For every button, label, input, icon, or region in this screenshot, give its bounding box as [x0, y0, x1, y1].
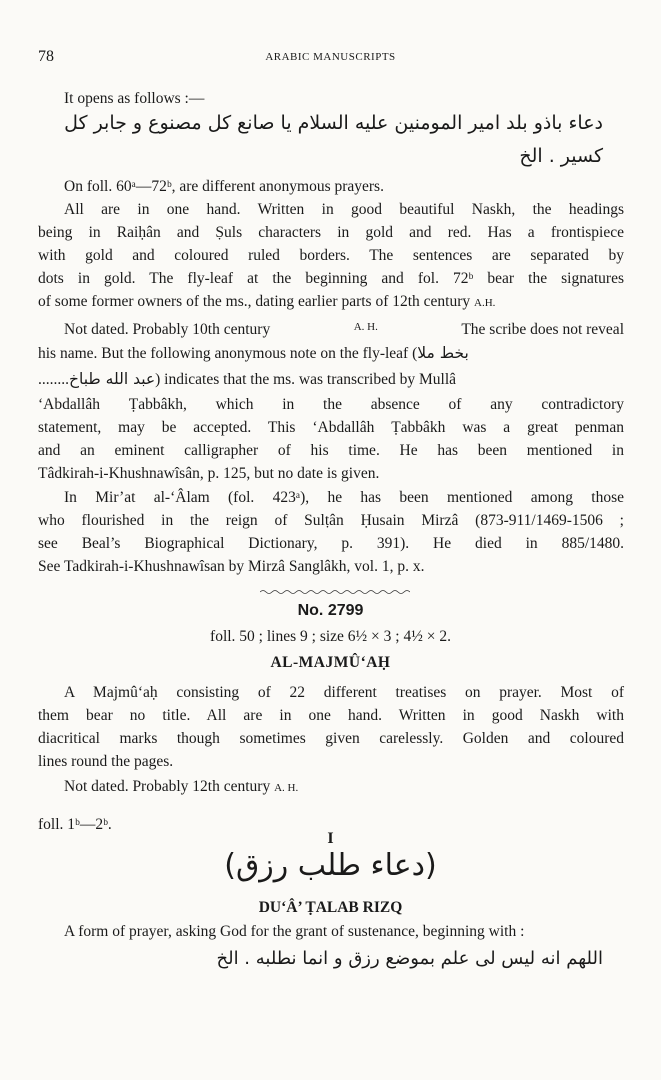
catalogue-number: No. 2799: [297, 602, 364, 619]
reference-line: see Beal’s Biographical Dictionary, p. 391). He died in 885/1480.: [38, 535, 624, 552]
entry-title: AL-MAJMÛ‘AḤ: [270, 654, 391, 671]
description-line: dots in gold. The fly-leaf at the beginning and fol. 72ᵇ bear the signatures: [38, 270, 624, 287]
note-text: his name. But the following anonymous note on the fly-leaf (: [38, 345, 418, 362]
dating-text-rest: The scribe does not reveal: [461, 321, 624, 338]
arabic-opening-line-2: كسير . الخ: [519, 145, 603, 167]
collation: foll. 50 ; lines 9 ; size 6½ × 3 ; 4½ × 2.: [210, 628, 451, 645]
reference-line: In Mir’at al-‘Âlam (fol. 423ᵃ), he has been mentioned among those: [64, 489, 624, 506]
section-description: A form of prayer, asking God for the grant of sustenance, beginning with :: [64, 923, 525, 940]
note-arabic: بخط ملا: [417, 344, 469, 362]
page-number: 78: [38, 48, 54, 65]
era-abbrev: A. H.: [274, 782, 299, 794]
section-arabic-title: (دعاء طلب رزق): [224, 848, 437, 883]
description-line: [38, 293, 495, 311]
section-title: DU‘Â’ ṬALAB RIZQ: [258, 899, 403, 916]
era-abbrev: A. H.: [353, 321, 378, 333]
section-arabic-incipit: اللهم انه ليس لى علم بموضع رزق و انما نطلبه . الخ: [216, 948, 603, 969]
entry-dating: [64, 778, 298, 796]
folio-range: foll. 1ᵇ—2ᵇ.: [38, 816, 112, 833]
section-divider: [260, 589, 410, 595]
dating-line: [64, 321, 624, 339]
dating-text: Not dated. Probably 10th century: [64, 321, 271, 338]
entry-dating-text: Not dated. Probably 12th century: [64, 778, 271, 795]
note-line: [38, 344, 469, 363]
note-text: ) indicates that the ms. was transcribed by Mullâ: [155, 371, 457, 388]
era-abbrev: A.H.: [474, 297, 496, 309]
paragraph-foll: On foll. 60ᵃ—72ᵇ, are different anonymous prayers.: [64, 178, 384, 195]
description-line: All are in one hand. Written in good beautiful Naskh, the headings: [64, 201, 624, 218]
section-numeral: I: [327, 830, 334, 847]
note-arabic: عبد الله طباخ: [69, 370, 156, 388]
note-line: ‘Abdallâh Ṭabbâkh, which in the absence of any contradictory: [38, 396, 624, 413]
note-line: statement, may be accepted. This ‘Abdallâh Ṭabbâkh was a great penman: [38, 419, 624, 436]
opening-intro: It opens as follows :—: [64, 90, 205, 107]
entry-description-line: A Majmû‘aḥ consisting of 22 different treatises on prayer. Most of: [64, 684, 624, 701]
reference-line: See Tadkirah-i-Khushnawîsan by Mirzâ Sanglâkh, vol. 1, p. x.: [38, 558, 425, 575]
note-line: and an eminent calligrapher of his time. He has been mentioned in: [38, 442, 624, 459]
note-line: Tâdkirah-i-Khushnawîsân, p. 125, but no date is given.: [38, 465, 380, 482]
running-title: ARABIC MANUSCRIPTS: [265, 51, 396, 63]
description-line-text: of some former owners of the ms., dating earlier parts of 12th century: [38, 293, 471, 310]
description-line: with gold and coloured ruled borders. The sentences are separated by: [38, 247, 624, 264]
entry-description-line: diacritical marks though sometimes given carelessly. Golden and coloured: [38, 730, 624, 747]
entry-description-line: lines round the pages.: [38, 753, 174, 770]
arabic-opening-line-1: دعاء باذو بلد امير المومنين عليه السلام يا صانع كل مصنوع و جابر كل: [64, 112, 603, 134]
reference-line: who flourished in the reign of Sulṭân Ḥusain Mirzâ (873-911/1469-1506 ;: [38, 512, 624, 529]
entry-description-line: them bear no title. All are in one hand. Written in good Naskh with: [38, 707, 624, 724]
description-line: being in Raiḥân and Ṣuls characters in gold and red. Has a frontispiece: [38, 224, 624, 241]
note-line: ........عبد الله طباخ) indicates that the ms. was transcribed by Mullâ: [38, 370, 457, 388]
